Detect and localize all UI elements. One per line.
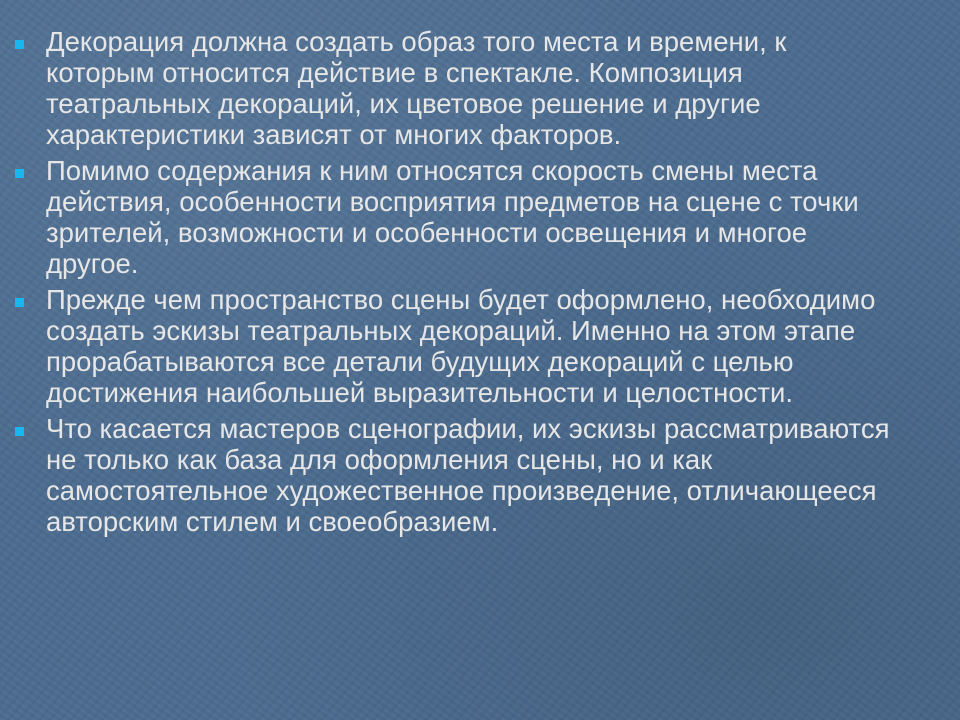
square-bullet-icon — [15, 169, 24, 178]
bullet-item — [14, 26, 894, 150]
square-bullet-icon — [15, 298, 24, 307]
square-bullet-icon — [15, 427, 24, 436]
bullet-text: Декорация должна создать образ того места и времени, к которым относится действие в спектакле. Композиция театральных декораций, их цветовое решение и другие характеристики зависят от многих факторов. — [46, 26, 787, 150]
square-bullet-icon — [15, 40, 24, 49]
bullet-item — [14, 413, 894, 537]
bullet-text: Прежде чем пространство сцены будет оформлено, необходимо создать эскизы театральных декораций. Именно на этом этапе прорабатываются все детали будущих декораций с целью достижения наибольшей выразительности и целостности. — [46, 284, 876, 408]
bullet-text: Что касается мастеров сценографии, их эскизы рассматриваются не только как база для оформления сцены, но и как самостоятельное художественное произведение, отличающееся авторским стилем и своеобразием. — [46, 413, 890, 537]
bullet-text: Помимо содержания к ним относятся скорость смены места действия, особенности восприятия предметов на сцене с точки зрителей, возможности и особенности освещения и многое другое. — [46, 155, 859, 279]
bullet-item — [14, 155, 894, 279]
bullet-list — [14, 26, 894, 542]
bullet-item — [14, 284, 894, 408]
